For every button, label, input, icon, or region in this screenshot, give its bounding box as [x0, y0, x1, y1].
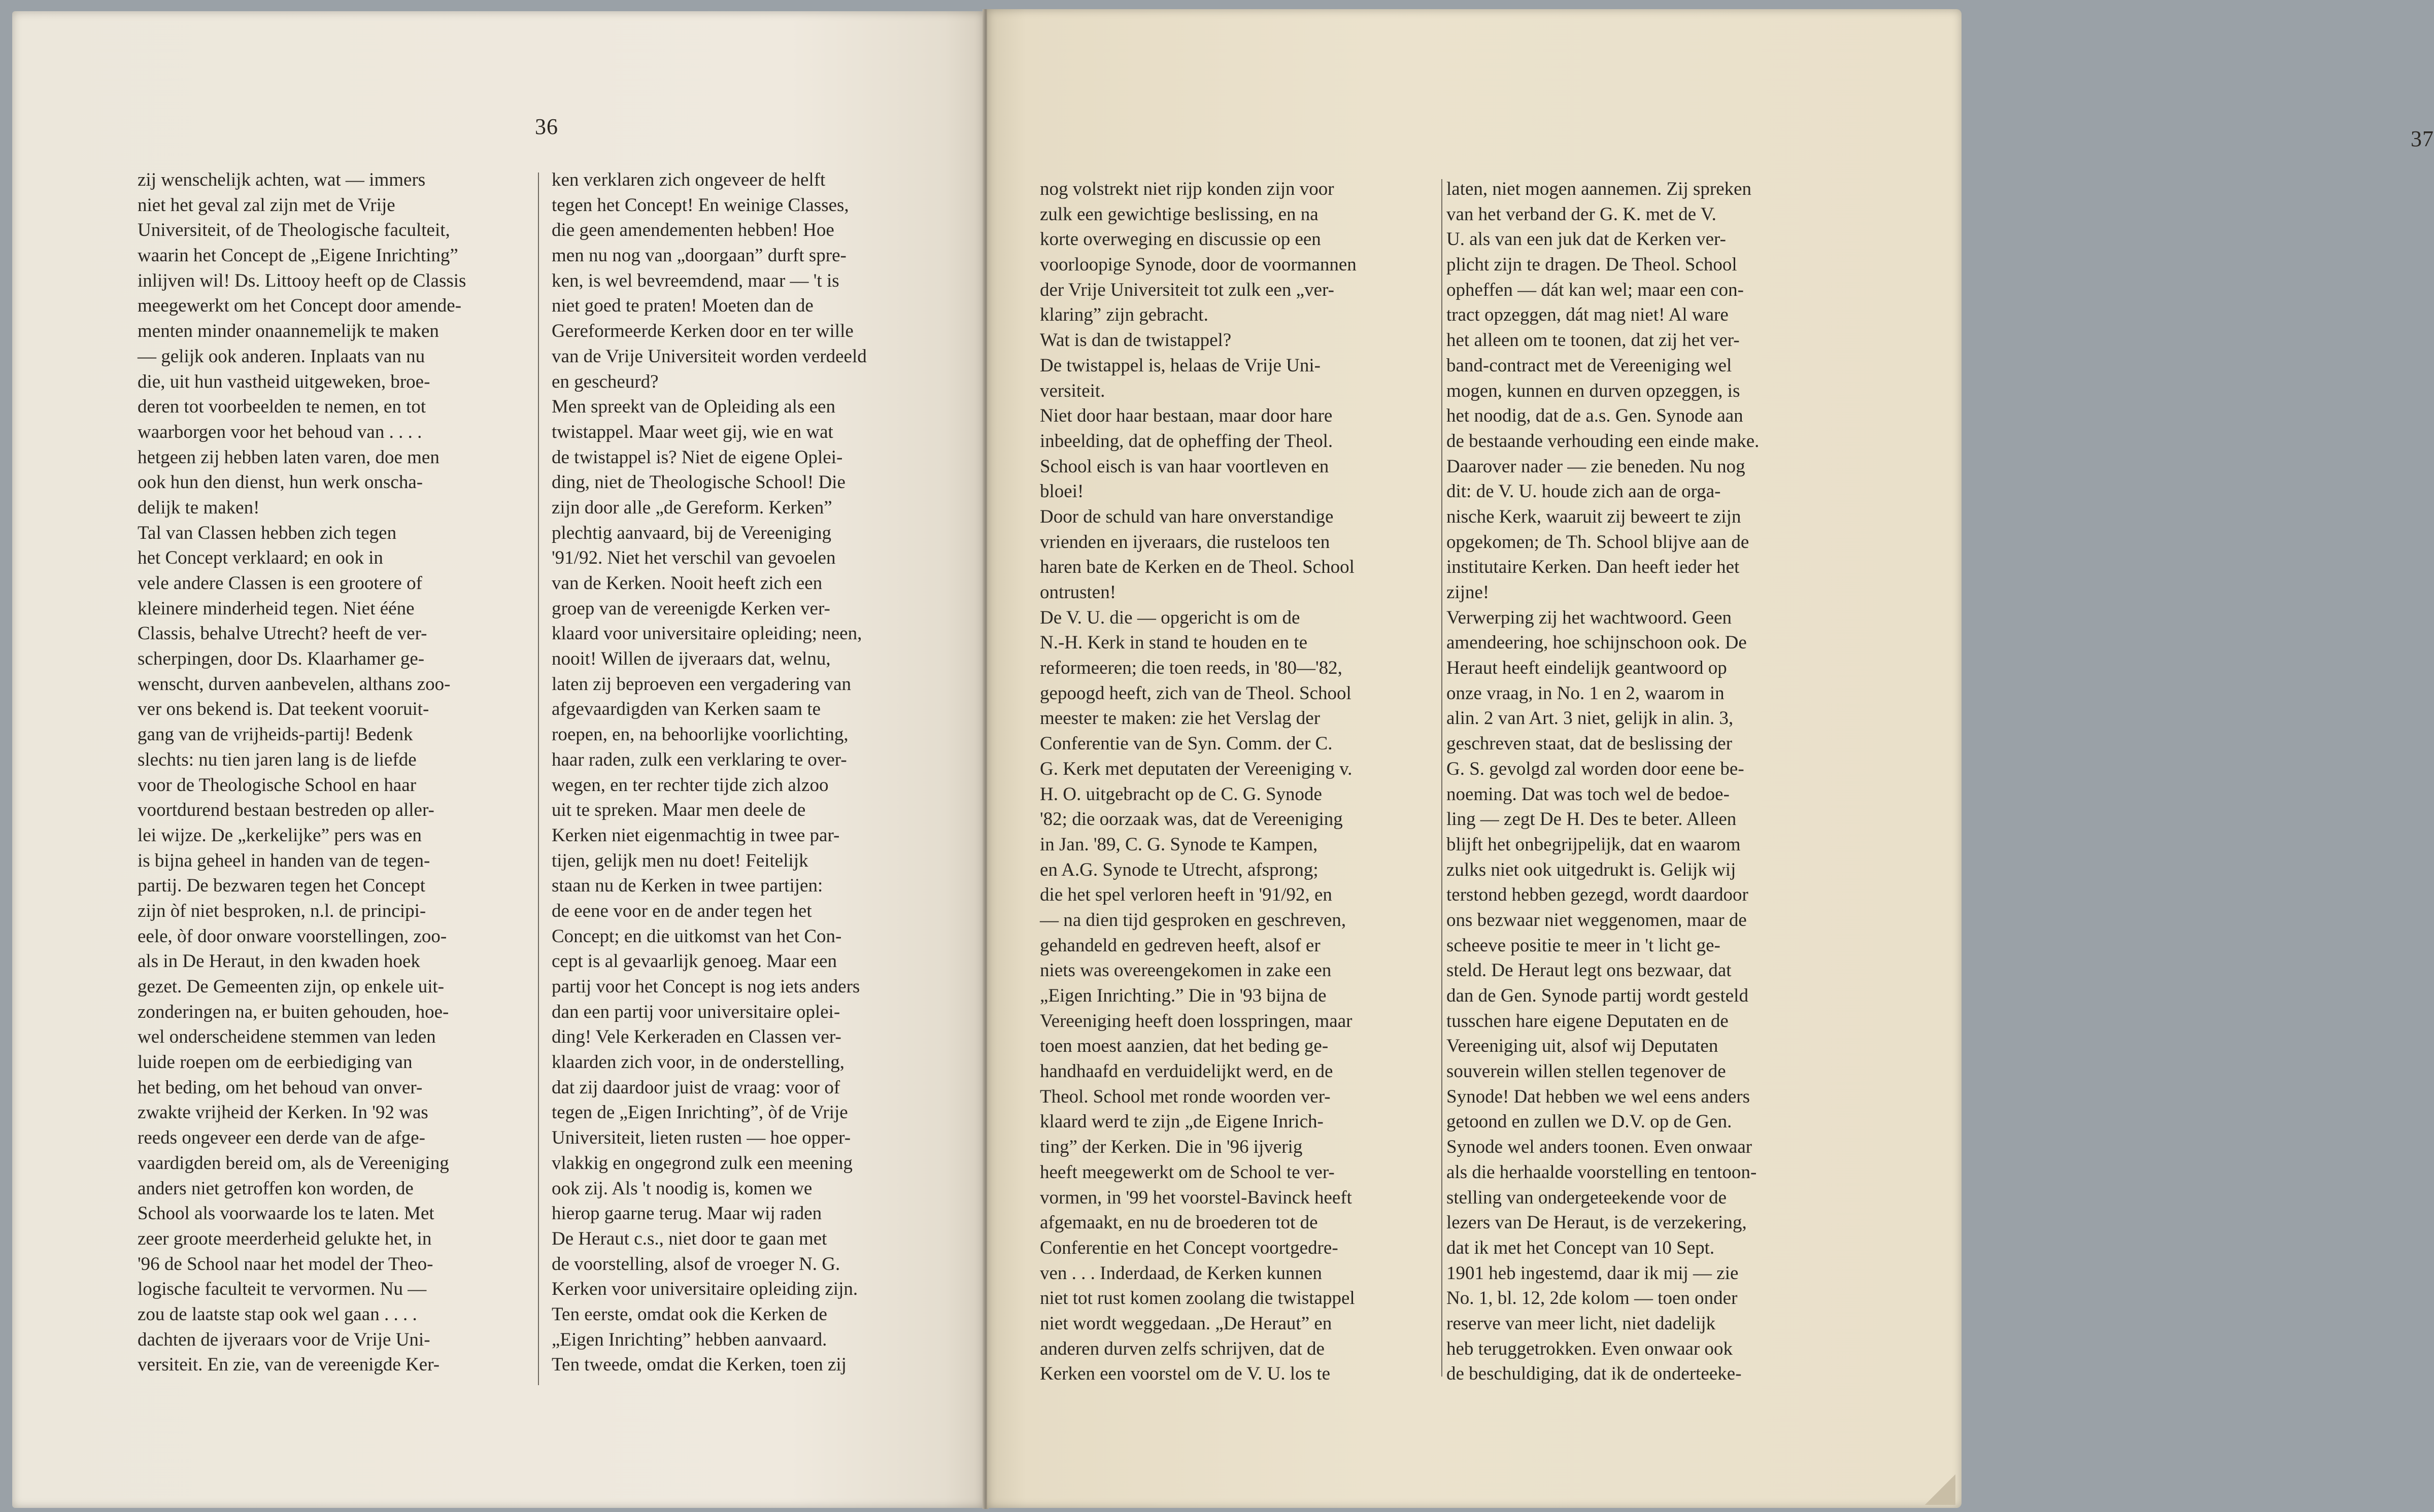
text-line: 1901 heb ingestemd, daar ik mij — zie: [1446, 1262, 1739, 1284]
text-line: zij wenschelijk achten, wat — immers: [138, 169, 426, 190]
text-line: afgemaakt, en nu de broederen tot de: [1040, 1212, 1318, 1233]
text-line: ontrusten!: [1040, 582, 1117, 603]
text-line: slechts: nu tien jaren lang is de liefde: [138, 749, 417, 770]
text-line: nog volstrekt niet rijp konden zijn voor: [1040, 179, 1334, 199]
text-line: tegen het Concept! En weinige Classes,: [552, 194, 849, 216]
text-line: Heraut heeft eindelijk geantwoord op: [1446, 658, 1727, 679]
text-line: Niet door haar bestaan, maar door hare: [1040, 405, 1333, 427]
text-line: ven . . . Inderdaad, de Kerken kunnen: [1040, 1262, 1322, 1284]
text-line: tegen de „Eigen Inrichting”, òf de Vrije: [552, 1102, 848, 1123]
text-line: ons bezwaar niet weggenomen, maar de: [1446, 909, 1747, 931]
text-line: men nu nog van „doorgaan” durft spre-: [552, 245, 847, 266]
text-line: nooit! Willen de ijveraars dat, welnu,: [552, 648, 831, 670]
text-line: wegen, en ter rechter tijde zich alzoo: [552, 774, 829, 796]
text-line: geschreven staat, dat de beslissing der: [1446, 733, 1733, 754]
text-line: handhaafd en verduidelijkt werd, en de: [1040, 1061, 1333, 1082]
text-line: inlijven wil! Ds. Littooy heeft op de Classis: [138, 270, 466, 291]
text-line: ken, is wel bevreemdend, maar — 't is: [552, 270, 839, 291]
text-line: Universiteit, lieten rusten — hoe opper-: [552, 1127, 851, 1149]
text-line: de twistappel is? Niet de eigene Oplei-: [552, 446, 843, 468]
text-line: het noodig, dat de a.s. Gen. Synode aan: [1446, 405, 1743, 427]
text-line: plicht zijn te dragen. De Theol. School: [1446, 254, 1737, 276]
text-line: ding, niet de Theologische School! Die: [552, 472, 846, 493]
text-line: hetgeen zij hebben laten varen, doe men: [138, 446, 440, 468]
text-line: „Eigen Inrichting” hebben aanvaard.: [552, 1329, 827, 1350]
left-page-column-1: [138, 167, 528, 1378]
text-line: vrienden en ijveraars, die rusteloos ten: [1040, 531, 1330, 553]
text-line: van het verband der G. K. met de V.: [1446, 203, 1716, 225]
text-line: Vereeniging uit, alsof wij Deputaten: [1446, 1036, 1718, 1057]
text-line: klaarden zich voor, in de onderstelling,: [552, 1052, 844, 1073]
text-line: U. als van een juk dat de Kerken ver-: [1446, 229, 1726, 250]
text-line: vormen, in '99 het voorstel-Bavinck heeft: [1040, 1187, 1352, 1208]
right-page-column-1: [1040, 177, 1431, 1387]
text-line: ook zij. Als 't noodig is, komen we: [552, 1178, 813, 1199]
text-line: N.-H. Kerk in stand te houden en te: [1040, 632, 1308, 654]
text-line: zou de laatste stap ook wel gaan . . . .: [138, 1303, 417, 1325]
text-line: Universiteit, of de Theologische faculteit,: [138, 220, 450, 241]
text-line: korte overweging en discussie op een: [1040, 229, 1321, 250]
text-line: deren tot voorbeelden te nemen, en tot: [138, 396, 426, 418]
text-line: afgevaardigden van Kerken saam te: [552, 699, 821, 720]
text-line: heb teruggetrokken. Even onwaar ook: [1446, 1338, 1733, 1359]
text-line: is bijna geheel in handen van de tegen-: [138, 850, 430, 871]
text-line: logische faculteit te vervormen. Nu —: [138, 1279, 427, 1300]
text-line: '96 de School naar het model der Theo-: [138, 1253, 433, 1275]
text-line: voortdurend bestaan bestreden op aller-: [138, 800, 434, 821]
text-line: Kerken een voorstel om de V. U. los te: [1040, 1363, 1331, 1385]
text-line: G. S. gevolgd zal worden door eene be-: [1446, 758, 1744, 779]
left-page: [12, 11, 984, 1508]
text-line: De Heraut c.s., niet door te gaan met: [552, 1228, 827, 1249]
text-line: Men spreekt van de Opleiding als een: [552, 396, 835, 418]
text-line: zijn door alle „de Gereform. Kerken”: [552, 497, 832, 518]
text-line: stelling van ondergeteekende voor de: [1446, 1187, 1727, 1208]
text-line: niets was overeengekomen in zake een: [1040, 960, 1332, 981]
text-line: Ten tweede, omdat die Kerken, toen zij: [552, 1354, 847, 1376]
text-line: meester te maken: zie het Verslag der: [1040, 708, 1321, 729]
text-line: uit te spreken. Maar men deele de: [552, 800, 806, 821]
text-line: bloei!: [1040, 481, 1084, 502]
text-line: de bestaande verhouding een einde make.: [1446, 430, 1760, 452]
text-line: reformeeren; die toen reeds, in '80—'82,: [1040, 658, 1342, 679]
text-line: dan de Gen. Synode partij wordt gesteld: [1446, 985, 1748, 1006]
text-line: het beding, om het behoud van onver-: [138, 1077, 423, 1098]
text-line: scheeve positie te meer in 't licht ge-: [1446, 935, 1720, 956]
text-line: toen moest aanzien, dat het beding ge-: [1040, 1036, 1329, 1057]
text-line: Verwerping zij het wachtwoord. Geen: [1446, 607, 1732, 628]
text-line: Kerken niet eigenmachtig in twee par-: [552, 824, 840, 846]
text-line: dit: de V. U. houde zich aan de orga-: [1446, 481, 1721, 502]
text-line: nische Kerk, waaruit zij beweert te zijn: [1446, 506, 1741, 527]
text-line: — gelijk ook anderen. Inplaats van nu: [138, 346, 425, 367]
text-line: zulks niet ook uitgedrukt is. Gelijk wij: [1446, 859, 1736, 880]
text-line: laten zij beproeven een vergadering van: [552, 673, 852, 695]
text-line: in Jan. '89, C. G. Synode te Kampen,: [1040, 834, 1318, 855]
text-line: ling — zegt De H. Des te beter. Alleen: [1446, 809, 1737, 830]
text-line: wenscht, durven aanbevelen, althans zoo-: [138, 673, 451, 695]
text-line: Wat is dan de twistappel?: [1040, 330, 1232, 351]
text-line: van de Vrije Universiteit worden verdeeld: [552, 346, 867, 367]
text-line: vele andere Classen is een grootere of: [138, 573, 422, 594]
text-line: niet goed te praten! Moeten dan de: [552, 295, 814, 317]
text-line: roepen, en, na behoorlijke voorlichting,: [552, 724, 849, 745]
text-line: tract opzeggen, dát mag niet! Al ware: [1446, 304, 1729, 326]
text-line: „Eigen Inrichting.” Die in '93 bijna de: [1040, 985, 1327, 1006]
text-line: Concept; en die uitkomst van het Con-: [552, 925, 842, 947]
text-line: het Concept verklaard; en ook in: [138, 547, 383, 569]
text-line: reserve van meer licht, niet dadelijk: [1446, 1313, 1716, 1334]
text-line: School eisch is van haar voortleven en: [1040, 456, 1329, 477]
text-line: dan een partij voor universitaire oplei-: [552, 1001, 840, 1022]
text-line: Synode wel anders toonen. Even onwaar: [1446, 1137, 1752, 1158]
text-line: zijn òf niet besproken, n.l. de principi-: [138, 900, 426, 921]
text-line: Door de schuld van hare onverstandige: [1040, 506, 1334, 527]
text-line: alin. 2 van Art. 3 niet, gelijk in alin. 3,: [1446, 708, 1734, 729]
page-number-left: 36: [535, 114, 558, 139]
text-line: die het spel verloren heeft in '91/92, en: [1040, 884, 1332, 906]
text-line: gehandeld en gedreven heeft, alsof er: [1040, 935, 1321, 956]
text-line: die geen amendementen hebben! Hoe: [552, 220, 834, 241]
column-rule-right: [1441, 179, 1442, 1377]
text-line: en gescheurd?: [552, 371, 659, 392]
text-line: zonderingen na, er buiten gehouden, hoe-: [138, 1001, 449, 1022]
text-line: Classis, behalve Utrecht? heeft de ver-: [138, 623, 427, 644]
text-line: gepoogd heeft, zich van de Theol. School: [1040, 682, 1351, 704]
text-line: steld. De Heraut legt ons bezwaar, dat: [1446, 960, 1732, 981]
text-line: Conferentie en het Concept voortgedre-: [1040, 1237, 1338, 1258]
text-line: versiteit. En zie, van de vereenigde Ker-: [138, 1354, 440, 1376]
text-line: hierop gaarne terug. Maar wij raden: [552, 1203, 822, 1224]
text-line: van de Kerken. Nooit heeft zich een: [552, 573, 823, 594]
text-line: laten, niet mogen aannemen. Zij spreken: [1446, 179, 1752, 199]
text-line: delijk te maken!: [138, 497, 260, 518]
text-line: opgekomen; de Th. School blijve aan de: [1446, 531, 1749, 553]
text-line: souverein willen stellen tegenover de: [1446, 1061, 1726, 1082]
text-line: eele, òf door onware voorstellingen, zoo-: [138, 925, 447, 947]
text-line: niet tot rust komen zoolang die twistappel: [1040, 1288, 1355, 1309]
text-line: zijne!: [1446, 582, 1490, 603]
text-line: partij voor het Concept is nog iets anders: [552, 976, 860, 997]
text-line: de eene voor en de ander tegen het: [552, 900, 812, 921]
text-line: plechtig aanvaard, bij de Vereeniging: [552, 522, 832, 543]
left-page-column-2: [552, 167, 958, 1378]
text-line: der Vrije Universiteit tot zulk een „ver-: [1040, 279, 1334, 300]
text-line: anderen durven zelfs schrijven, dat de: [1040, 1338, 1325, 1359]
text-line: het alleen om te toonen, dat zij het ver-: [1446, 330, 1740, 351]
text-line: gang van de vrijheids-partij! Bedenk: [138, 724, 413, 745]
text-line: cept is al gevaarlijk genoeg. Maar een: [552, 951, 837, 972]
text-line: Theol. School met ronde woorden ver-: [1040, 1086, 1331, 1107]
text-line: klaring” zijn gebracht.: [1040, 304, 1208, 326]
text-line: '82; die oorzaak was, dat de Vereeniging: [1040, 809, 1343, 830]
text-line: vaardigden bereid om, als de Vereeniging: [138, 1152, 449, 1174]
page-corner: [1925, 1474, 1955, 1505]
text-line: zwakte vrijheid der Kerken. In '92 was: [138, 1102, 428, 1123]
text-line: luide roepen om de eerbiediging van: [138, 1052, 413, 1073]
text-line: reeds ongeveer een derde van de afge-: [138, 1127, 425, 1149]
text-line: voorloopige Synode, door de voormannen: [1040, 254, 1357, 276]
text-line: als die herhaalde voorstelling en tentoon-: [1446, 1161, 1757, 1183]
text-line: Conferentie van de Syn. Comm. der C.: [1040, 733, 1333, 754]
text-line: dat zij daardoor juist de vraag: voor of: [552, 1077, 840, 1098]
text-line: institutaire Kerken. Dan heeft ieder het: [1446, 557, 1740, 578]
text-line: voor de Theologische School en haar: [138, 774, 417, 796]
text-line: Kerken voor universitaire opleiding zijn.: [552, 1279, 858, 1300]
text-line: inbeelding, dat de opheffing der Theol.: [1040, 430, 1333, 452]
text-line: Synode! Dat hebben we wel eens anders: [1446, 1086, 1750, 1107]
text-line: heeft meegewerkt om de School te ver-: [1040, 1161, 1335, 1183]
text-line: Tal van Classen hebben zich tegen: [138, 522, 397, 543]
text-line: Ten eerste, omdat ook die Kerken de: [552, 1303, 827, 1325]
text-line: terstond hebben gezegd, wordt daardoor: [1446, 884, 1748, 906]
text-line: H. O. uitgebracht op de C. G. Synode: [1040, 783, 1322, 805]
text-line: scherpingen, door Ds. Klaarhamer ge-: [138, 648, 425, 670]
column-rule-left: [538, 173, 539, 1385]
text-line: School als voorwaarde los te laten. Met: [138, 1203, 434, 1224]
text-line: tusschen hare eigene Deputaten en de: [1446, 1010, 1729, 1032]
text-line: lezers van De Heraut, is de verzekering,: [1446, 1212, 1747, 1233]
text-line: haren bate de Kerken en de Theol. School: [1040, 557, 1355, 578]
text-line: niet wordt weggedaan. „De Heraut” en: [1040, 1313, 1332, 1334]
text-line: De twistappel is, helaas de Vrije Uni-: [1040, 355, 1321, 376]
text-line: waarin het Concept de „Eigene Inrichting”: [138, 245, 458, 266]
text-line: ook hun den dienst, hun werk onscha-: [138, 472, 423, 493]
text-line: vlakkig en ongegrond zulk een meening: [552, 1152, 853, 1174]
page-number-right: 37: [2411, 126, 2434, 151]
text-line: Vereeniging heeft doen losspringen, maar: [1040, 1010, 1353, 1032]
text-line: twistappel. Maar weet gij, wie en wat: [552, 421, 833, 442]
text-line: ting” der Kerken. Die in '96 ijverig: [1040, 1137, 1303, 1158]
text-line: ver ons bekend is. Dat teekent vooruit-: [138, 699, 429, 720]
text-line: opheffen — dát kan wel; maar een con-: [1446, 279, 1744, 300]
text-line: band-contract met de Vereeniging wel: [1446, 355, 1732, 376]
text-line: gezet. De Gemeenten zijn, op enkele uit-: [138, 976, 445, 997]
text-line: zeer groote meerderheid gelukte het, in: [138, 1228, 432, 1249]
text-line: Daarover nader — zie beneden. Nu nog: [1446, 456, 1745, 477]
text-line: G. Kerk met deputaten der Vereeniging v.: [1040, 758, 1353, 779]
text-line: getoond en zullen we D.V. op de Gen.: [1446, 1111, 1732, 1132]
text-line: mogen, kunnen en durven opzeggen, is: [1446, 380, 1740, 401]
text-line: waarborgen voor het behoud van . . . .: [138, 421, 422, 442]
text-line: — na dien tijd gesproken en geschreven,: [1040, 909, 1346, 931]
text-line: onze vraag, in No. 1 en 2, waarom in: [1446, 682, 1725, 704]
text-line: blijft het onbegrijpelijk, dat en waarom: [1446, 834, 1741, 855]
right-page: [987, 9, 2434, 1508]
text-line: Gereformeerde Kerken door en ter wille: [552, 321, 854, 342]
text-line: kleinere minderheid tegen. Niet ééne: [138, 598, 415, 619]
text-line: klaard werd te zijn „de Eigene Inrich-: [1040, 1111, 1324, 1132]
text-line: wel onderscheidene stemmen van leden: [138, 1026, 436, 1048]
text-line: No. 1, bl. 12, 2de kolom — toen onder: [1446, 1288, 1738, 1309]
text-line: amendeering, hoe schijnschoon ook. De: [1446, 632, 1747, 654]
text-line: de beschuldiging, dat ik de onderteeke-: [1446, 1363, 1742, 1385]
text-line: noeming. Dat was toch wel de bedoe-: [1446, 783, 1730, 805]
text-line: '91/92. Niet het verschil van gevoelen: [552, 547, 836, 569]
text-line: ken verklaren zich ongeveer de helft: [552, 169, 826, 190]
right-page-column-2: [1446, 177, 1852, 1387]
text-line: niet het geval zal zijn met de Vrije: [138, 194, 395, 216]
text-line: klaard voor universitaire opleiding; neen,: [552, 623, 862, 644]
text-line: als in De Heraut, in den kwaden hoek: [138, 951, 420, 972]
text-line: haar raden, zulk een verklaring te over-: [552, 749, 847, 770]
text-line: de voorstelling, alsof de vroeger N. G.: [552, 1253, 840, 1275]
text-line: ding! Vele Kerkeraden en Classen ver-: [552, 1026, 841, 1048]
text-line: lei wijze. De „kerkelijke” pers was en: [138, 824, 422, 846]
text-line: en A.G. Synode te Utrecht, afsprong;: [1040, 859, 1319, 880]
text-line: De V. U. die — opgericht is om de: [1040, 607, 1300, 628]
text-line: tijen, gelijk men nu doet! Feitelijk: [552, 850, 808, 871]
text-line: versiteit.: [1040, 380, 1105, 401]
text-line: menten minder onaannemelijk te maken: [138, 321, 439, 342]
text-line: dachten de ijveraars voor de Vrije Uni-: [138, 1329, 430, 1350]
text-line: staan nu de Kerken in twee partijen:: [552, 875, 823, 897]
text-line: dat ik met het Concept van 10 Sept.: [1446, 1237, 1715, 1258]
text-line: die, uit hun vastheid uitgeweken, broe-: [138, 371, 430, 392]
text-line: anders niet getroffen kon worden, de: [138, 1178, 414, 1199]
text-line: groep van de vereenigde Kerken ver-: [552, 598, 830, 619]
text-line: partij. De bezwaren tegen het Concept: [138, 875, 426, 897]
text-line: meegewerkt om het Concept door amende-: [138, 295, 462, 317]
text-line: zulk een gewichtige beslissing, en na: [1040, 203, 1319, 225]
